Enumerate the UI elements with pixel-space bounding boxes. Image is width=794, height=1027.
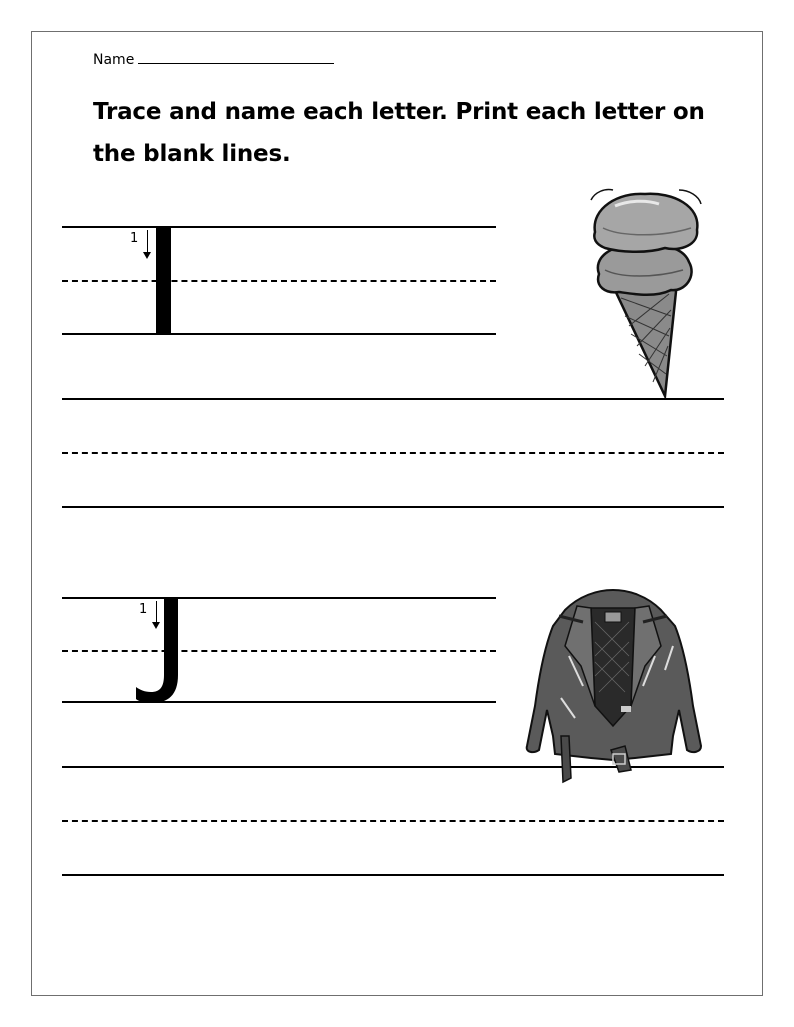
page-border — [31, 31, 763, 996]
top-line — [62, 597, 496, 599]
instructions: Trace and name each letter. Print each letter on the blank lines. — [93, 99, 705, 167]
mid-dashed-line — [62, 280, 496, 282]
mid-dashed-line — [62, 650, 496, 652]
stroke-number-i: 1 — [130, 231, 139, 246]
stroke-number-j: 1 — [139, 602, 148, 617]
practice-dashed-line — [62, 820, 724, 822]
traced-letter-i — [156, 228, 171, 334]
stroke-arrow-i — [147, 230, 148, 252]
name-label: Name — [93, 52, 135, 68]
ice-cream-cone-icon — [585, 186, 705, 398]
leather-jacket-icon — [525, 586, 703, 792]
practice-top-line — [62, 398, 724, 400]
base-line — [62, 333, 496, 335]
traced-letter-j — [134, 597, 184, 707]
practice-dashed-line — [62, 452, 724, 454]
practice-base-line — [62, 506, 724, 508]
name-line — [93, 49, 334, 68]
base-line — [62, 701, 496, 703]
practice-base-line — [62, 874, 724, 876]
stroke-arrowhead-i — [143, 252, 151, 259]
top-line — [62, 226, 496, 228]
name-blank[interactable] — [138, 49, 334, 64]
